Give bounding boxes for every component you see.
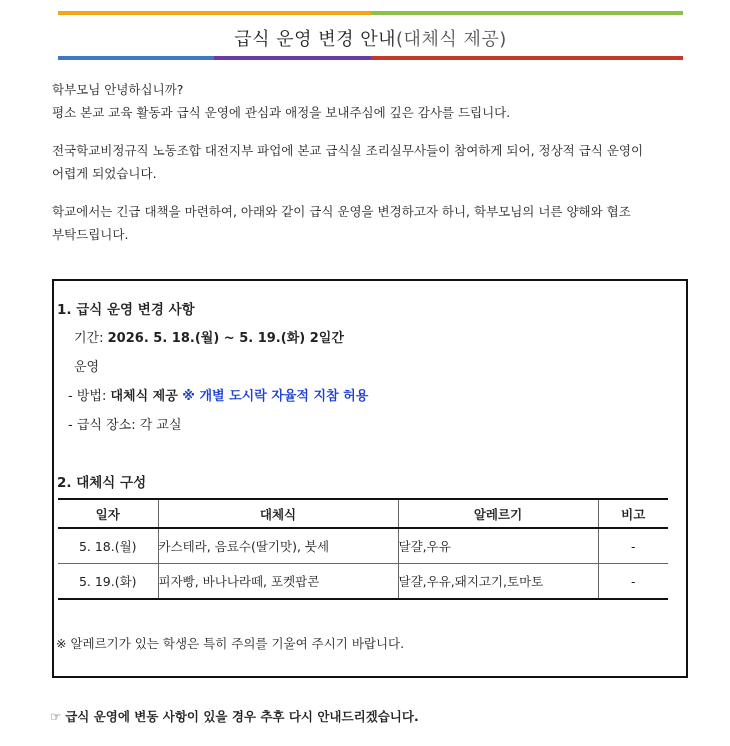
table-row [58,528,668,564]
color-segment [371,56,527,60]
request-paragraph [52,200,692,246]
request-line-2: 부탁드립니다. [52,227,129,242]
table-row [58,564,668,600]
page-title [58,25,683,51]
pointing-hand-icon: ☞ [50,709,66,724]
color-segment [214,56,370,60]
color-segment [58,56,214,60]
footer-notice [50,707,419,725]
cell-menu: 피자빵, 바나나라떼, 포켓팝콘 [158,564,398,600]
period-value: 2026. 5. 18.(월) ~ 5. 19.(화) 2일간 [107,331,344,346]
reason-paragraph [52,139,692,185]
method-label: - 방법: [68,389,111,404]
cell-date: 5. 19.(화) [58,564,158,600]
cell-allergy: 달걀,우유 [398,528,598,564]
footer-text: 급식 운영에 변동 사항이 있을 경우 추후 다시 안내드리겠습니다. [65,709,419,724]
cell-date: 5. 18.(월) [58,528,158,564]
title-bottom-color-bar [58,56,683,60]
allergy-note: ※ 알레르기가 있는 학생은 특히 주의를 기울여 주시기 바랍니다. [56,636,405,651]
period-line [74,327,344,346]
period-label: 기간: [74,331,108,346]
method-value: 대체식 제공 [110,389,178,404]
operation-label: 운영 [74,360,100,375]
column-header-date: 일자 [58,499,158,528]
reason-line-1: 전국학교비정규직 노동조합 대전지부 파업에 본교 급식실 조리실무사들이 참여하게 되어, 정상적 급식 운영이 [52,143,644,158]
substitute-meal-table [58,498,668,600]
place-line: - 급식 장소: 각 교실 [68,418,182,433]
color-segment [214,11,370,15]
cell-remark: - [598,564,668,600]
table-header-row [58,499,668,528]
page-title-sub: (대체식 제공) [396,29,507,50]
cell-menu: 카스테라, 음료수(딸기맛), 붓세 [158,528,398,564]
notice-box [52,279,688,678]
request-line-1: 학교에서는 긴급 대책을 마련하여, 아래와 같이 급식 운영을 변경하고자 하니, 학부모님의 너른 양해와 협조 [52,204,631,219]
color-segment [371,11,527,15]
column-header-remark: 비고 [598,499,668,528]
section2-heading: 2. 대체식 구성 [57,475,147,491]
color-segment [527,56,683,60]
page-title-main: 급식 운영 변경 안내 [234,29,397,50]
cell-allergy: 달걀,우유,돼지고기,토마토 [398,564,598,600]
title-banner [58,11,683,63]
reason-line-2: 어렵게 되었습니다. [52,166,157,181]
greeting-paragraph [52,78,692,124]
method-note: ※ 개별 도시락 자율적 지참 허용 [177,389,369,404]
title-top-color-bar [58,11,683,15]
column-header-menu: 대체식 [158,499,398,528]
section1-heading: 1. 급식 운영 변경 사항 [57,302,195,318]
color-segment [58,11,214,15]
color-segment [527,11,683,15]
column-header-allergy: 알레르기 [398,499,598,528]
method-line [68,385,368,404]
greeting-text: 학부모님 안녕하십니까? [52,82,184,97]
thanks-text: 평소 본교 교육 활동과 급식 운영에 관심과 애정을 보내주심에 깊은 감사를 드립니다. [52,105,511,120]
cell-remark: - [598,528,668,564]
